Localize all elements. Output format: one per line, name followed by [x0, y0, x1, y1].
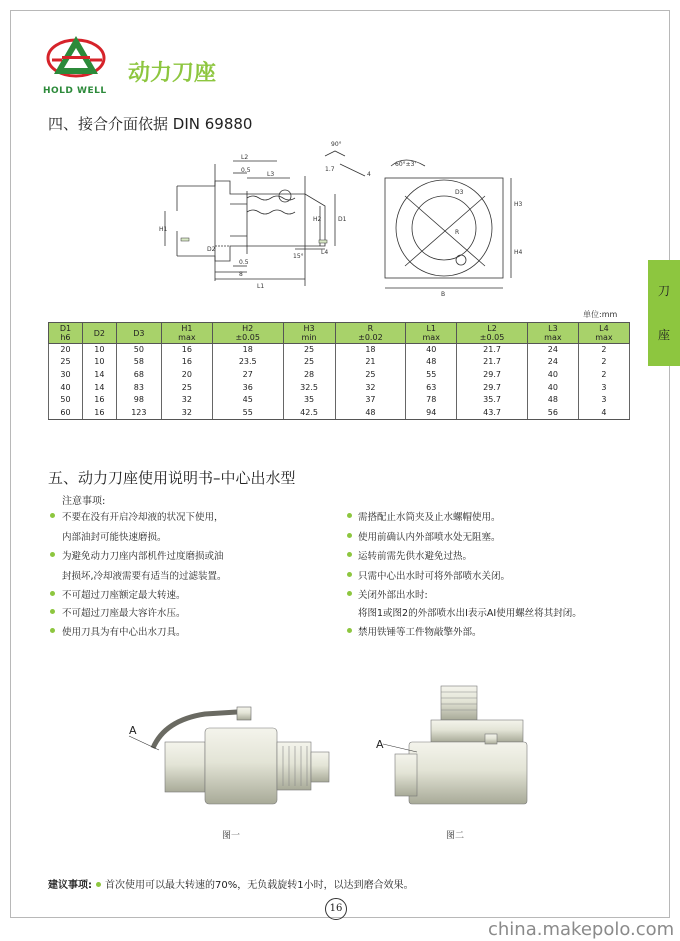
- table-cell: 35.7: [457, 394, 528, 407]
- table-cell: 2: [578, 369, 629, 382]
- table-header-text: L1: [426, 324, 436, 333]
- table-cell: 16: [161, 344, 212, 357]
- dim-D2: D2: [207, 246, 216, 253]
- table-cell: 43.7: [457, 406, 528, 419]
- table-cell: 16: [82, 406, 116, 419]
- table-header-cell: [406, 323, 457, 344]
- table-header-text: ±0.05: [235, 333, 260, 342]
- bullet-dot: [347, 513, 352, 518]
- table-cell: 4: [578, 406, 629, 419]
- table-unit: 单位:mm: [583, 310, 618, 319]
- dim-H2: H2: [313, 216, 322, 223]
- table-cell: 48: [335, 406, 406, 419]
- dim-05-bottom: 0.5: [239, 259, 249, 266]
- side-tab-char-2: 座: [658, 328, 671, 342]
- table-cell: 25: [161, 381, 212, 394]
- table-row: [49, 356, 630, 369]
- table-cell: 16: [161, 356, 212, 369]
- table-cell: 14: [82, 381, 116, 394]
- table-cell: 56: [527, 406, 578, 419]
- table-row: [49, 406, 630, 419]
- table-cell: 16: [82, 394, 116, 407]
- note-left-5: 使用刀具为有中心出水刀具。: [62, 627, 186, 638]
- note-right-2: 使用前确认内外部喷水处无阻塞。: [358, 532, 501, 543]
- table-header-text: R: [367, 324, 374, 333]
- figure-1-label-a: A: [129, 724, 137, 737]
- table-cell: 24: [527, 344, 578, 357]
- table-header-row: [49, 323, 630, 344]
- table-header-text: max: [422, 333, 440, 342]
- table-header-text: H1: [181, 324, 193, 333]
- table-cell: 21.7: [457, 356, 528, 369]
- bullet-dot: [347, 628, 352, 633]
- dim-L1: L1: [257, 283, 265, 290]
- din69880-interface-drawing: [155, 136, 525, 298]
- table-cell: 14: [82, 369, 116, 382]
- note-right-5-cont: 将图1或图2的外部喷水出I表示AI使用螺丝将其封闭。: [358, 608, 582, 619]
- table-cell: 2: [578, 344, 629, 357]
- table-header-cell: [161, 323, 212, 344]
- section-5-title: 五、动力刀座使用说明书–中心出水型: [48, 469, 296, 487]
- dim-H3: H3: [514, 201, 523, 208]
- table-cell: 20: [49, 344, 83, 357]
- note-right-3: 运转前需先供水避免过热。: [358, 551, 473, 562]
- table-header-cell: [82, 323, 116, 344]
- note-left-1: 不要在没有开启冷却液的状况下使用，: [62, 512, 224, 523]
- brand-name: HOLD WELL: [43, 86, 107, 96]
- table-cell: 40: [406, 344, 457, 357]
- side-tab-char-1: 刀: [658, 284, 671, 298]
- angle-60: 60°±3': [395, 161, 417, 168]
- table-cell: 78: [406, 394, 457, 407]
- table-cell: 68: [116, 369, 161, 382]
- table-header-text: H2: [242, 324, 254, 333]
- table-cell: 18: [335, 344, 406, 357]
- figure-2-tool-holder: [373, 680, 533, 820]
- table-cell: 10: [82, 344, 116, 357]
- note-right-5: 关闭外部出水时:: [358, 590, 428, 601]
- table-header-text: max: [544, 333, 562, 342]
- angle-15: 15°: [293, 253, 304, 260]
- dim-D3: D3: [455, 189, 464, 196]
- table-header-text: min: [301, 333, 317, 342]
- table-cell: 123: [116, 406, 161, 419]
- note-left-3: 不可超过刀座额定最大转速。: [62, 590, 186, 601]
- table-cell: 32: [161, 394, 212, 407]
- table-cell: 3: [578, 381, 629, 394]
- table-header-cell: [49, 323, 83, 344]
- table-cell: 55: [212, 406, 283, 419]
- table-cell: 32: [161, 406, 212, 419]
- table-cell: 48: [406, 356, 457, 369]
- table-cell: 32: [335, 381, 406, 394]
- bullet-dot: [50, 552, 55, 557]
- note-left-4: 不可超过刀座最大容许水压。: [62, 608, 186, 619]
- table-header-text: H3: [303, 324, 315, 333]
- table-cell: 23.5: [212, 356, 283, 369]
- table-header-text: L3: [548, 324, 558, 333]
- table-header-text: L4: [599, 324, 609, 333]
- table-header-text: L2: [487, 324, 497, 333]
- table-cell: 98: [116, 394, 161, 407]
- table-cell: 25: [283, 344, 335, 357]
- table-row: [49, 381, 630, 394]
- table-header-cell: [335, 323, 406, 344]
- side-tab: [648, 260, 680, 366]
- bullet-dot: [96, 882, 101, 887]
- table-header-cell: [457, 323, 528, 344]
- table-header-cell: [116, 323, 161, 344]
- table-cell: 83: [116, 381, 161, 394]
- table-cell: 42.5: [283, 406, 335, 419]
- advice-text: 首次使用可以最大转速的70%，无负载旋转1小时，以达到磨合效果。: [105, 880, 414, 891]
- dim-R: R: [455, 229, 460, 236]
- table-header-text: D1: [59, 324, 72, 333]
- table-body: [49, 344, 630, 420]
- table-header-text: ±0.05: [479, 333, 505, 342]
- dim-4: 4: [367, 171, 371, 178]
- table-cell: 21: [335, 356, 406, 369]
- note-left-2: 为避免动力刀座内部机件过度磨损或油: [62, 551, 224, 562]
- figure-2-caption: 图二: [446, 831, 465, 841]
- table-cell: 55: [406, 369, 457, 382]
- table-header-text: ±0.02: [358, 333, 383, 342]
- spec-table: [48, 322, 630, 420]
- table-cell: 40: [527, 369, 578, 382]
- bullet-dot: [50, 628, 55, 633]
- figure-2-label-a: A: [376, 738, 384, 751]
- dim-H4: H4: [514, 249, 523, 256]
- table-cell: 18: [212, 344, 283, 357]
- dim-L3: L3: [267, 171, 275, 178]
- dim-B: B: [441, 291, 446, 298]
- table-cell: 30: [49, 369, 83, 382]
- table-cell: 63: [406, 381, 457, 394]
- dim-L2: L2: [241, 154, 249, 161]
- table-cell: 25: [335, 369, 406, 382]
- table-cell: 58: [116, 356, 161, 369]
- notes-heading: 注意事项:: [62, 496, 106, 507]
- table-cell: 25: [283, 356, 335, 369]
- advice-label: 建议事项:: [48, 880, 92, 891]
- section-4-title: 四、接合介面依据 DIN 69880: [48, 115, 253, 133]
- table-cell: 20: [161, 369, 212, 382]
- bullet-dot: [50, 609, 55, 614]
- table-header-text: max: [595, 333, 613, 342]
- table-cell: 40: [49, 381, 83, 394]
- table-cell: 94: [406, 406, 457, 419]
- table-cell: 45: [212, 394, 283, 407]
- table-cell: 32.5: [283, 381, 335, 394]
- table-cell: 50: [116, 344, 161, 357]
- table-cell: 21.7: [457, 344, 528, 357]
- table-cell: 29.7: [457, 381, 528, 394]
- table-row: [49, 369, 630, 382]
- dim-L4: L4: [321, 249, 329, 256]
- dim-D1: D1: [338, 216, 347, 223]
- table-cell: 3: [578, 394, 629, 407]
- dim-8: 8: [239, 271, 243, 278]
- bullet-dot: [347, 552, 352, 557]
- table-cell: 25: [49, 356, 83, 369]
- note-right-1: 需搭配止水筒夹及止水螺帽使用。: [358, 512, 501, 523]
- table-cell: 27: [212, 369, 283, 382]
- dim-H1: H1: [159, 226, 168, 233]
- bullet-dot: [347, 572, 352, 577]
- advice-line: [48, 876, 414, 891]
- table-header-cell: [212, 323, 283, 344]
- table-header-text: max: [178, 333, 196, 342]
- table-cell: 29.7: [457, 369, 528, 382]
- bullet-dot: [50, 591, 55, 596]
- table-header-text: D2: [93, 328, 105, 338]
- table-cell: 35: [283, 394, 335, 407]
- watermark: china.makepolo.com: [488, 919, 675, 940]
- table-cell: 50: [49, 394, 83, 407]
- dim-05-top: 0.5: [241, 167, 251, 174]
- table-header-cell: [578, 323, 629, 344]
- angle-90: 90°: [331, 141, 342, 148]
- table-cell: 40: [527, 381, 578, 394]
- page-title: 动力刀座: [128, 61, 217, 86]
- table-cell: 28: [283, 369, 335, 382]
- dim-1-7: 1.7: [325, 166, 335, 173]
- table-cell: 24: [527, 356, 578, 369]
- table-cell: 60: [49, 406, 83, 419]
- table-cell: 36: [212, 381, 283, 394]
- bullet-dot: [347, 591, 352, 596]
- figure-1-caption: 图一: [222, 831, 241, 841]
- note-right-6: 禁用铁锤等工件物敲擎外部。: [358, 627, 482, 638]
- table-header-text: D3: [133, 328, 145, 338]
- table-cell: 37: [335, 394, 406, 407]
- table-header-cell: [527, 323, 578, 344]
- page-number: 16: [325, 898, 347, 920]
- table-cell: 10: [82, 356, 116, 369]
- table-header-cell: [283, 323, 335, 344]
- figure-1-tool-holder: [125, 700, 355, 810]
- table-row: [49, 344, 630, 357]
- note-left-2-cont: 封损坏,冷却液需要有适当的过滤装置。: [62, 571, 227, 582]
- note-right-4: 只需中心出水时可将外部喷水关闭。: [358, 571, 511, 582]
- table-row: [49, 394, 630, 407]
- bullet-dot: [50, 513, 55, 518]
- table-header-text: h6: [60, 333, 71, 342]
- note-left-1-cont: 内部油封可能快速磨损。: [62, 532, 167, 543]
- table-cell: 2: [578, 356, 629, 369]
- table-cell: 48: [527, 394, 578, 407]
- bullet-dot: [347, 533, 352, 538]
